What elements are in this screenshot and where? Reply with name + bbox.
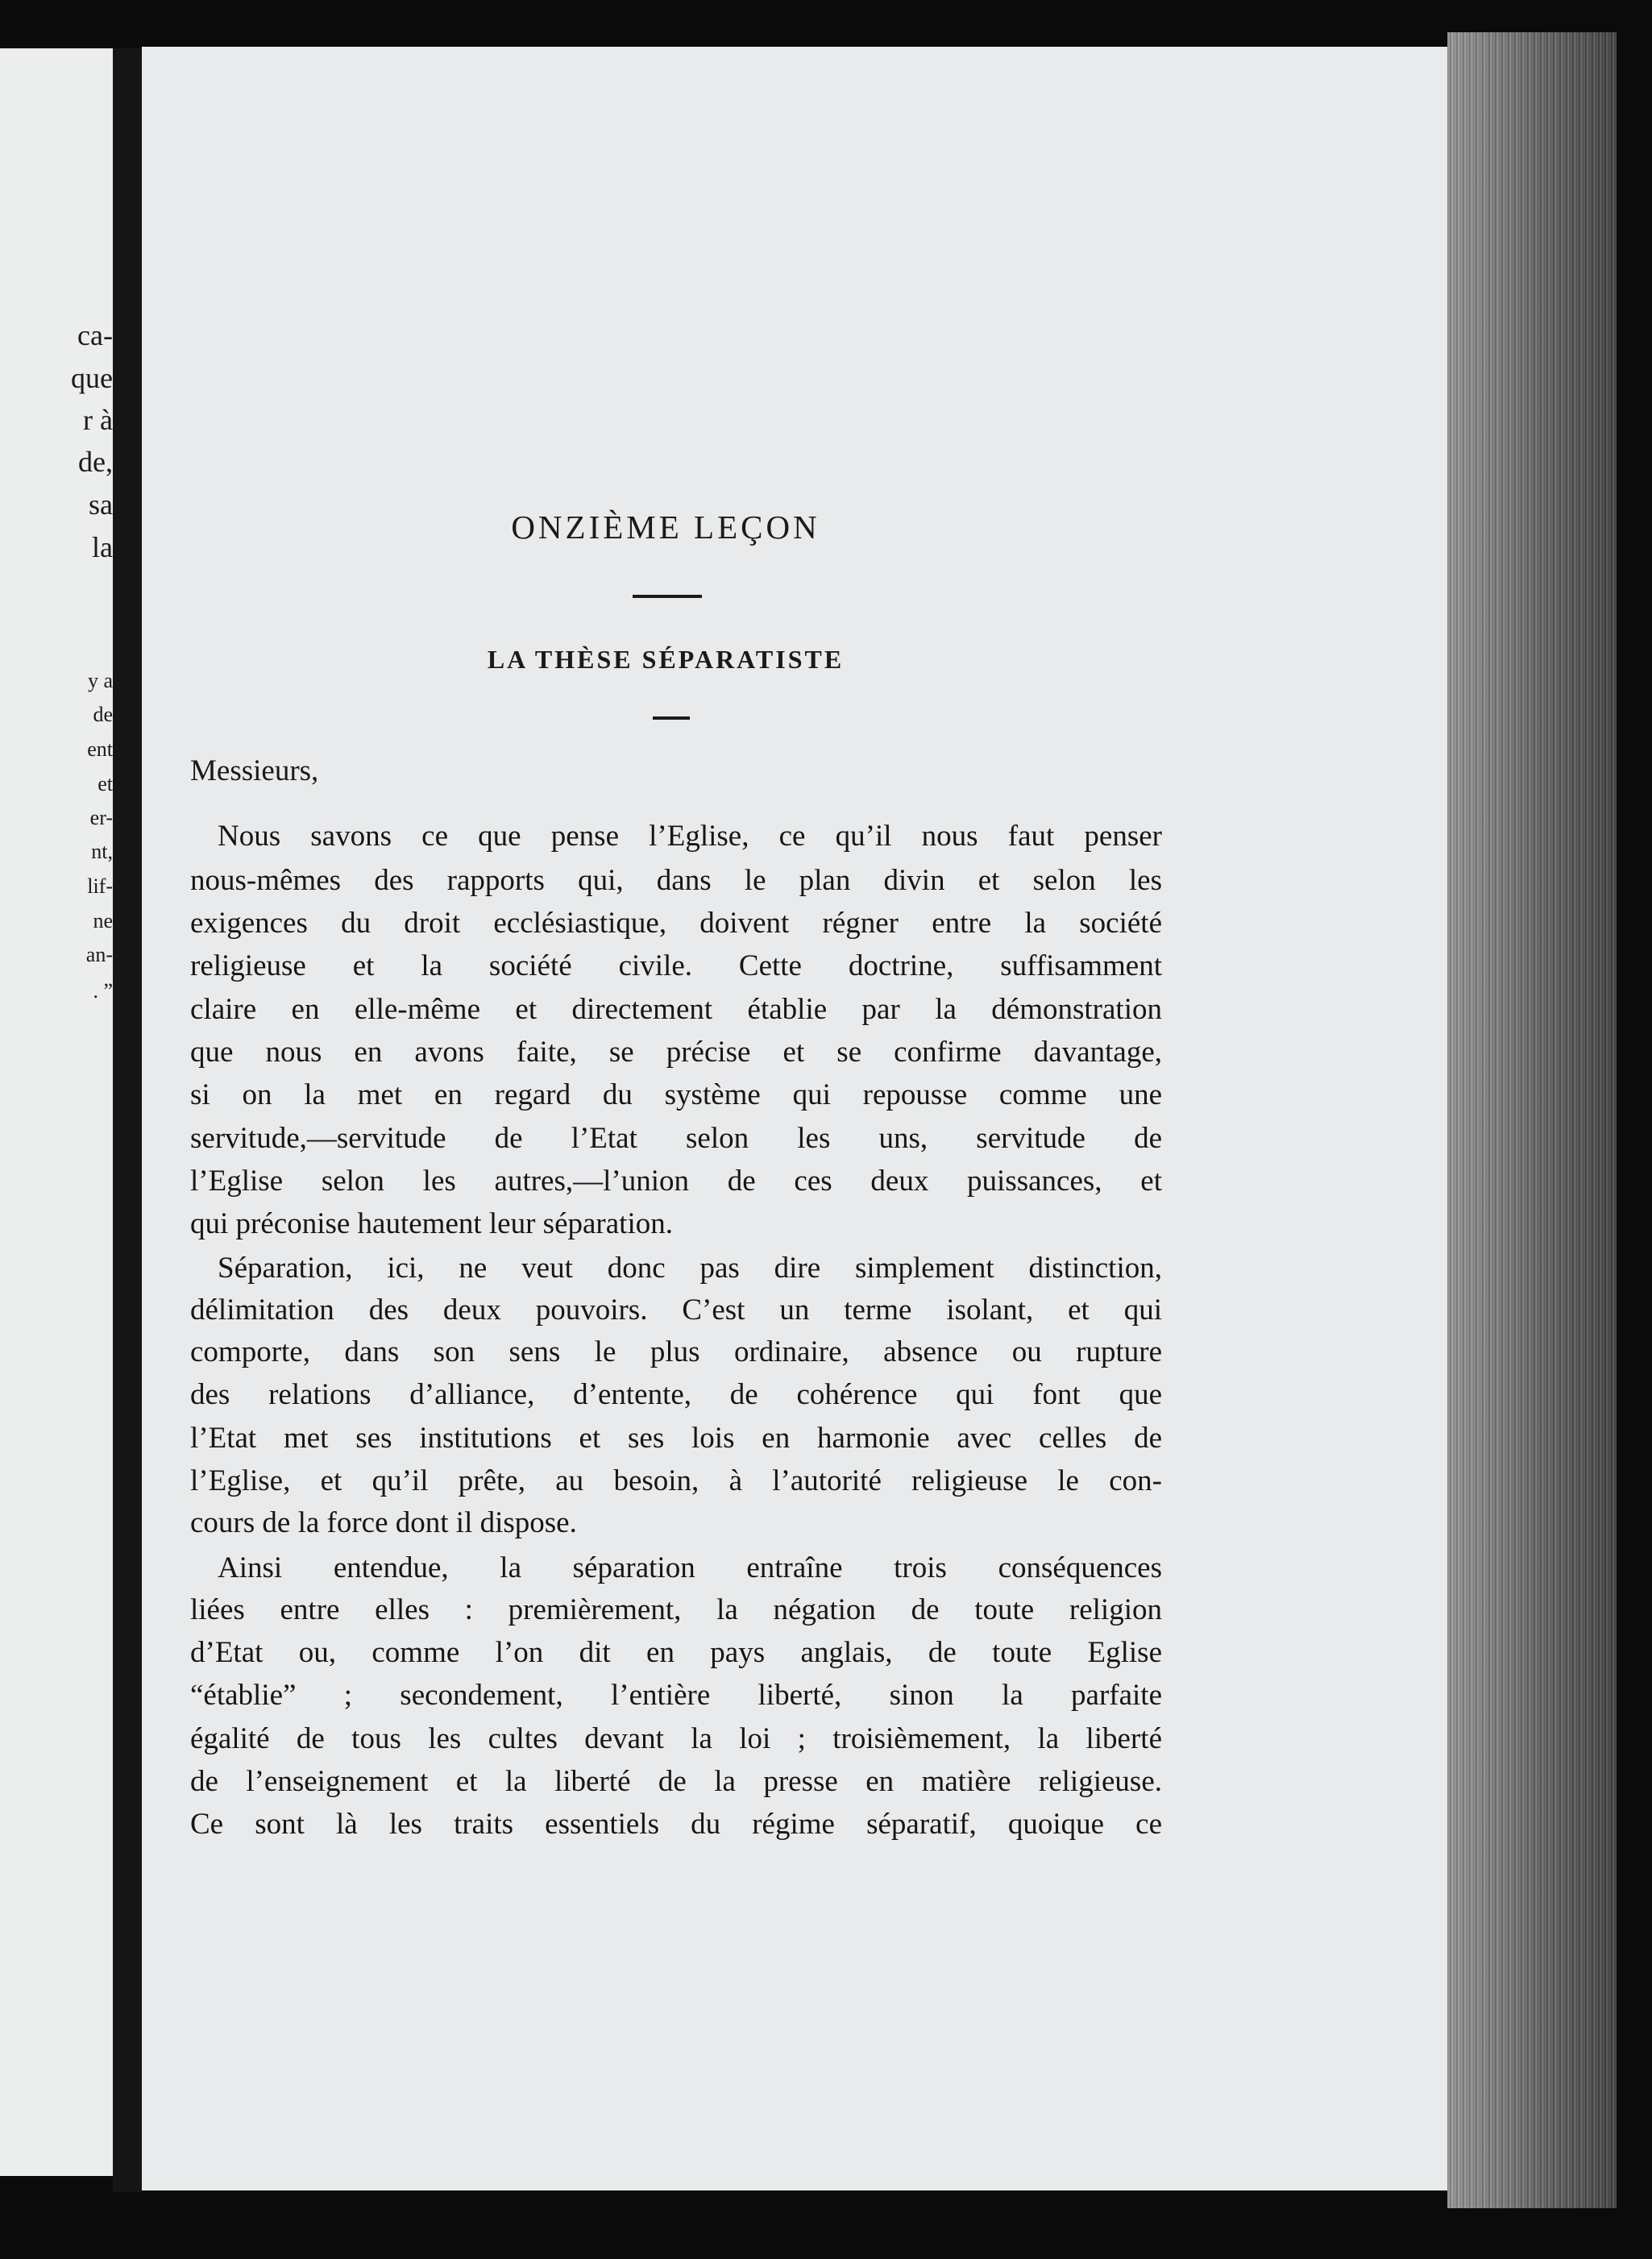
left-page-fragment: ca- <box>77 319 113 351</box>
left-page-fragment: y a <box>87 669 113 692</box>
text-line: nous-mêmes des rapports qui, dans le plan divin et selon les <box>190 864 1162 897</box>
text-line: délimitation des deux pouvoirs. C’est un terme isolant, et qui <box>190 1294 1162 1327</box>
left-page-fragment: ne <box>93 909 113 932</box>
text-line: l’Eglise, et qu’il prête, au besoin, à l’autorité religieuse le con- <box>190 1464 1162 1497</box>
text-line: “établie” ; secondement, l’entière liberté, sinon la parfaite <box>190 1679 1162 1712</box>
text-line: comporte, dans son sens le plus ordinaire, absence ou rupture <box>190 1335 1162 1368</box>
text-line: Nous savons ce que pense l’Eglise, ce qu’il nous faut penser <box>218 820 1162 853</box>
page-stack-shade <box>1447 32 1617 2208</box>
text-line: si on la met en regard du système qui repousse comme une <box>190 1078 1162 1111</box>
text-line: claire en elle-même et directement établie par la démonstration <box>190 993 1162 1026</box>
left-page-fragment: de <box>93 703 113 726</box>
text-line: cours de la force dont il dispose. <box>190 1506 577 1539</box>
section-title: LA THÈSE SÉPARATISTE <box>487 645 845 674</box>
left-page-fragment: sa <box>89 488 113 521</box>
left-page-fragment: lif- <box>87 874 113 898</box>
text-line: liées entre elles : premièrement, la négation de toute religion <box>190 1593 1162 1626</box>
left-page-fragment: et <box>98 772 113 795</box>
left-page-fragment: de, <box>78 446 113 478</box>
left-page-fragment: r à <box>83 404 113 436</box>
left-page-fragment: er- <box>89 806 113 829</box>
left-page-fragment: ent <box>87 737 113 761</box>
text-line: religieuse et la société civile. Cette doctrine, suffisamment <box>190 949 1162 982</box>
left-facing-page <box>0 48 113 2176</box>
left-page-fragment: an- <box>85 943 113 966</box>
text-line: Séparation, ici, ne veut donc pas dire simplement distinction, <box>218 1252 1162 1285</box>
left-page-fragment: que <box>71 362 113 394</box>
left-page-fragment: . ” <box>93 979 113 1003</box>
left-page-fragment: la <box>92 531 113 563</box>
title-rule <box>633 595 702 598</box>
text-line: que nous en avons faite, se précise et se confirme davantage, <box>190 1036 1162 1069</box>
text-line: exigences du droit ecclésiastique, doivent régner entre la société <box>190 907 1162 940</box>
book-gutter <box>113 48 142 2192</box>
text-line: servitude,—servitude de l’Etat selon les uns, servitude de <box>190 1122 1162 1155</box>
text-line: Ainsi entendue, la séparation entraîne trois conséquences <box>218 1551 1162 1584</box>
text-line: l’Eglise selon les autres,—l’union de ces deux puissances, et <box>190 1165 1162 1198</box>
text-line: égalité de tous les cultes devant la loi ; troisièmement, la liberté <box>190 1722 1162 1755</box>
text-line: de l’enseignement et la liberté de la presse en matière religieuse. <box>190 1765 1162 1798</box>
text-line: Ce sont là les traits essentiels du régime séparatif, quoique ce <box>190 1808 1162 1841</box>
text-line: des relations d’alliance, d’entente, de cohérence qui font que <box>190 1378 1162 1411</box>
left-page-fragment: nt, <box>91 840 113 863</box>
section-rule <box>653 716 690 720</box>
text-line: l’Etat met ses institutions et ses lois en harmonie avec celles de <box>190 1422 1162 1455</box>
text-line: qui préconise hautement leur séparation. <box>190 1207 673 1240</box>
chapter-title: ONZIÈME LEÇON <box>511 509 820 546</box>
salutation: Messieurs, <box>190 754 319 787</box>
text-line: d’Etat ou, comme l’on dit en pays anglais, de toute Eglise <box>190 1636 1162 1669</box>
left-page-fragments <box>71 48 113 2176</box>
